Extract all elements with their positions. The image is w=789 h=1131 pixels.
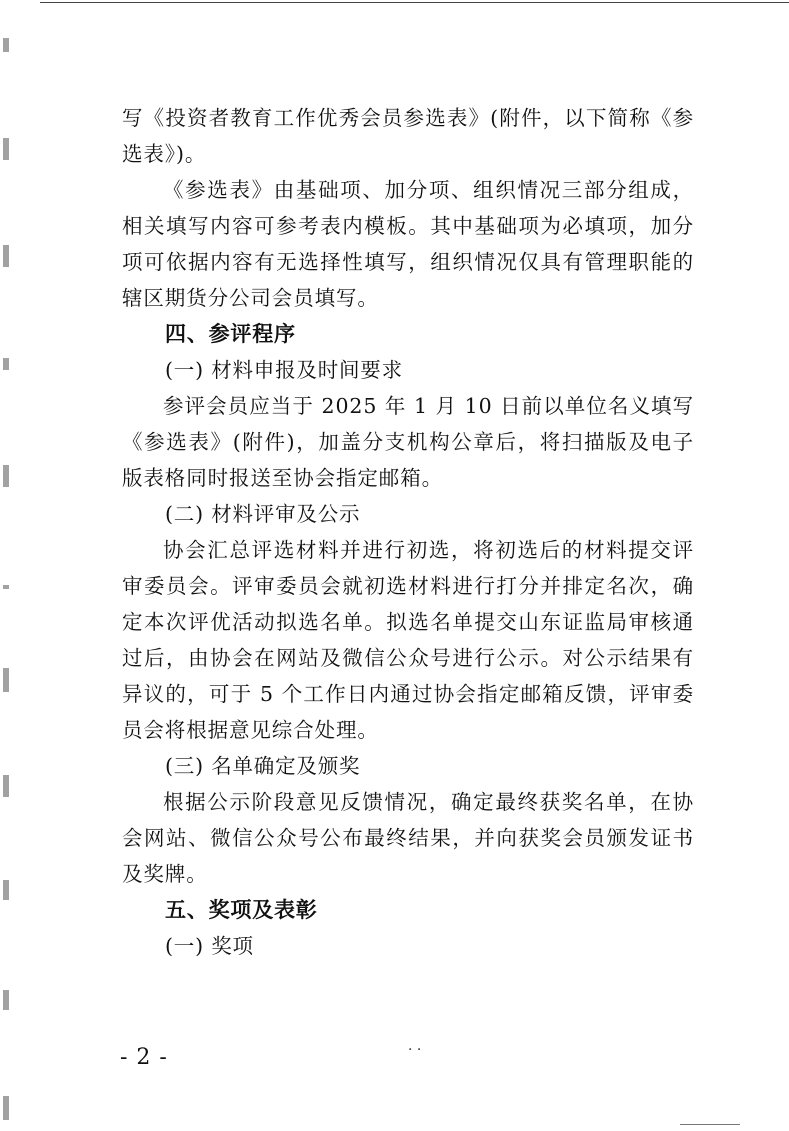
scan-margin-artifacts — [0, 0, 14, 1131]
scan-mark — [3, 585, 9, 589]
scan-mark — [3, 880, 9, 900]
paragraph-submission: 参评会员应当于 2025 年 1 月 10 日前以单位名义填写《参选表》(附件)，加盖分支机构公章后，将扫描版及电子版表格同时报送至协会指定邮箱。 — [122, 394, 694, 490]
section-heading-procedure: 四、参评程序 — [165, 321, 296, 346]
paragraph-award: 根据公示阶段意见反馈情况，确定最终获奖名单，在协会网站、微信公众号公布最终结果，并向获奖会员颁发证书及奖牌。 — [122, 790, 694, 886]
scan-mark — [3, 38, 9, 52]
scan-dots: · · — [408, 1042, 422, 1058]
scan-mark — [3, 990, 9, 1010]
top-border-line — [40, 2, 789, 3]
scan-mark — [3, 138, 9, 160]
paragraph-continuation: 写《投资者教育工作优秀会员参选表》(附件，以下简称《参选表》)。 — [122, 106, 694, 166]
scan-mark — [3, 358, 9, 370]
document-body — [122, 100, 694, 964]
bottom-border-line — [680, 1124, 740, 1125]
scan-mark — [3, 668, 9, 692]
scan-mark — [3, 1096, 9, 1120]
subheading-award: (三) 名单确定及颁奖 — [165, 754, 361, 778]
paragraph-review: 协会汇总评选材料并进行初选，将初选后的材料提交评审委员会。评审委员会就初选材料进行打分并排定名次，确定本次评优活动拟选名单。拟选名单提交山东证监局审核通过后，由协会在网站及微信公众号进行公示。对公示结果有异议的，可于 5 个工作日内通过协会指定邮箱反馈，评审委员会将根据意见综合处理。 — [122, 538, 694, 742]
subheading-award-items: (一) 奖项 — [165, 934, 254, 958]
subheading-submission: (一) 材料申报及时间要求 — [165, 358, 403, 382]
page-number: - 2 - — [120, 1045, 168, 1070]
subheading-review: (二) 材料评审及公示 — [165, 502, 361, 526]
scan-mark — [3, 245, 9, 267]
scan-mark — [3, 775, 9, 797]
section-heading-awards: 五、奖项及表彰 — [165, 897, 318, 922]
paragraph-form-composition: 《参选表》由基础项、加分项、组织情况三部分组成，相关填写内容可参考表内模板。其中基础项为必填项，加分项可依据内容有无选择性填写，组织情况仅具有管理职能的辖区期货分公司会员填写。 — [122, 178, 694, 310]
scan-mark — [3, 465, 9, 487]
